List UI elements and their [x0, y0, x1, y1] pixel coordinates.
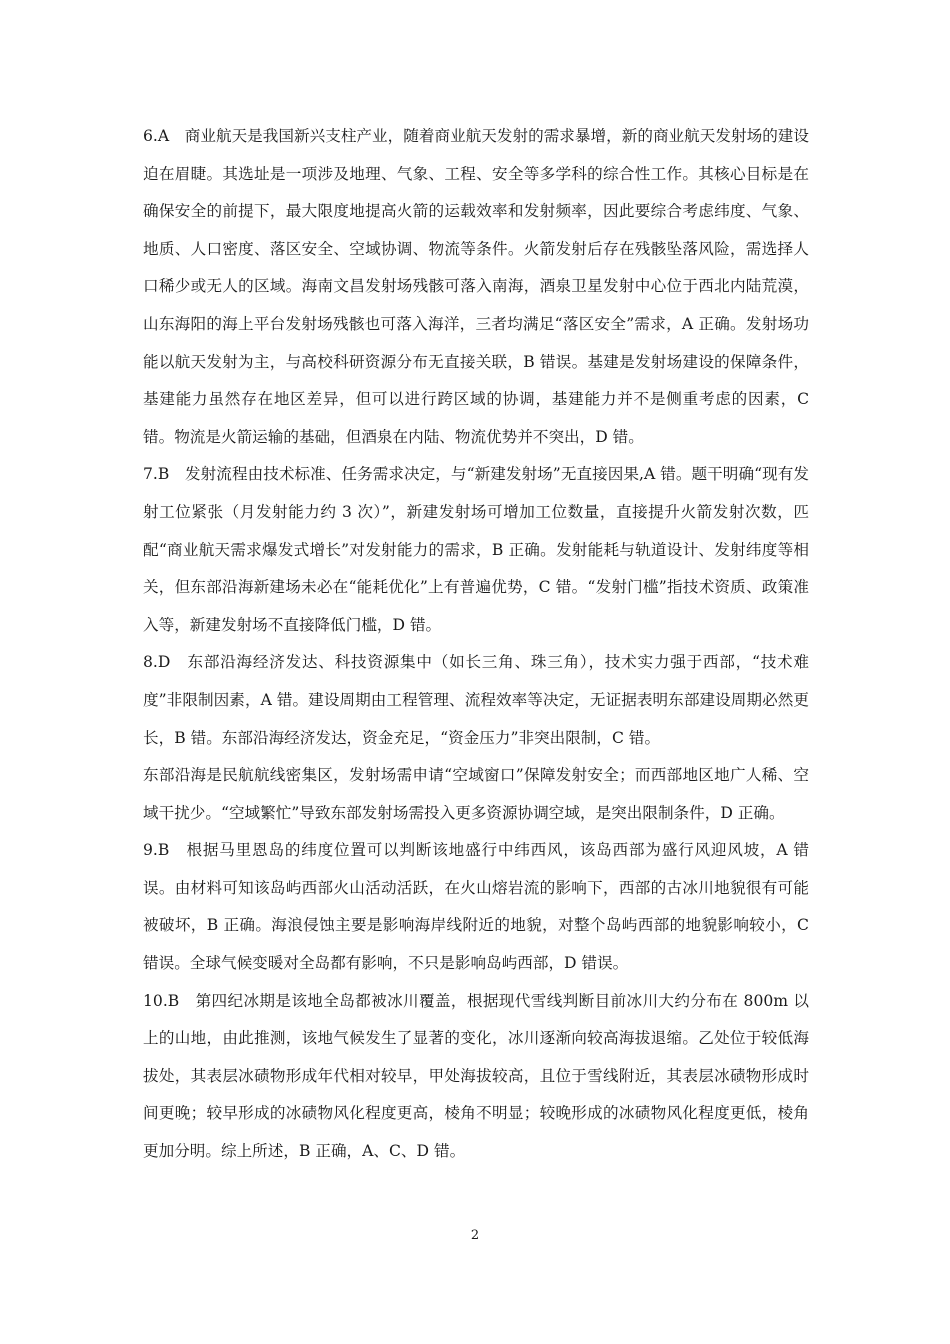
answer-6-explanation: 6.A 商业航天是我国新兴支柱产业，随着商业航天发射的需求暴增，新的商业航天发射场的建设迫在眉睫。其选址是一项涉及地理、气象、工程、安全等多学科的综合性工作。其核心目标是在确保安全的前提下，最大限度地提高火箭的运载效率和发射频率，因此要综合考虑纬度、气象、地质、人口密度、落区安全、空域协调、物流等条件。火箭发射后存在残骸坠落风险，需选择人口稀少或无人的区域。海南文昌发射场残骸可落入南海，酒泉卫星发射中心位于西北内陆荒漠，山东海阳的海上平台发射场残骸也可落入海洋，三者均满足“落区安全”需求，A 正确。发射场功能以航天发射为主，与高校科研资源分布无直接关联，B 错误。基建是发射场建设的保障条件，基建能力虽然存在地区差异，但可以进行跨区域的协调，基建能力并不是侧重考虑的因素，C 错。物流是火箭运输的基础，但酒泉在内陆、物流优势并不突出，D 错。 — [143, 127, 809, 446]
answer-8-explanation: 8.D 东部沿海经济发达、科技资源集中（如长三角、珠三角），技术实力强于西部，“技术难度”非限制因素，A 错。建设周期由工程管理、流程效率等决定，无证据表明东部建设周期必然更长，B 错。东部沿海经济发达，资金充足，“资金压力”非突出限制，C 错。 — [143, 653, 809, 747]
page-number: 2 — [470, 1228, 480, 1243]
answer-10-explanation: 10.B 第四纪冰期是该地全岛都被冰川覆盖，根据现代雪线判断目前冰川大约分布在 800m 以上的山地，由此推测，该地气候发生了显著的变化，冰川逐渐向较高海拔退缩。乙处位于较低海拔处，其表层冰碛物形成年代相对较早，甲处海拔较高，且位于雪线附近，其表层冰碛物形成时间更晚；较早形成的冰碛物风化程度更高，棱角不明显；较晚形成的冰碛物风化程度更低，棱角更加分明。综上所述，B 正确，A、C、D 错。 — [143, 991, 809, 1161]
answer-9-explanation: 9.B 根据马里恩岛的纬度位置可以判断该地盛行中纬西风，该岛西部为盛行风迎风坡，A 错误。由材料可知该岛屿西部火山活动活跃，在火山熔岩流的影响下，西部的古冰川地貌很有可能被破坏，B 正确。海浪侵蚀主要是影响海岸线附近的地貌，对整个岛屿西部的地貌影响较小，C 错误。全球气候变暖对全岛都有影响，不只是影响岛屿西部，D 错误。 — [143, 841, 809, 973]
answer-8-explanation-continued: 东部沿海是民航航线密集区，发射场需申请“空域窗口”保障发射安全；而西部地区地广人稀、空域干扰少。“空域繁忙”导致东部发射场需投入更多资源协调空域，是突出限制条件，D 正确。 — [143, 766, 809, 822]
answer-7-explanation: 7.B 发射流程由技术标准、任务需求决定，与“新建发射场”无直接因果,A 错。题干明确“现有发射工位紧张（月发射能力约 3 次）”，新建发射场可增加工位数量，直接提升火箭发射次数，匹配“商业航天需求爆发式增长”对发射能力的需求，B 正确。发射能耗与轨道设计、发射纬度等相关，但东部沿海新建场未必在“能耗优化”上有普遍优势，C 错。“发射门槛”指技术资质、政策准入等，新建发射场不直接降低门槛，D 错。 — [143, 465, 809, 634]
answer-explanations — [143, 118, 809, 1171]
